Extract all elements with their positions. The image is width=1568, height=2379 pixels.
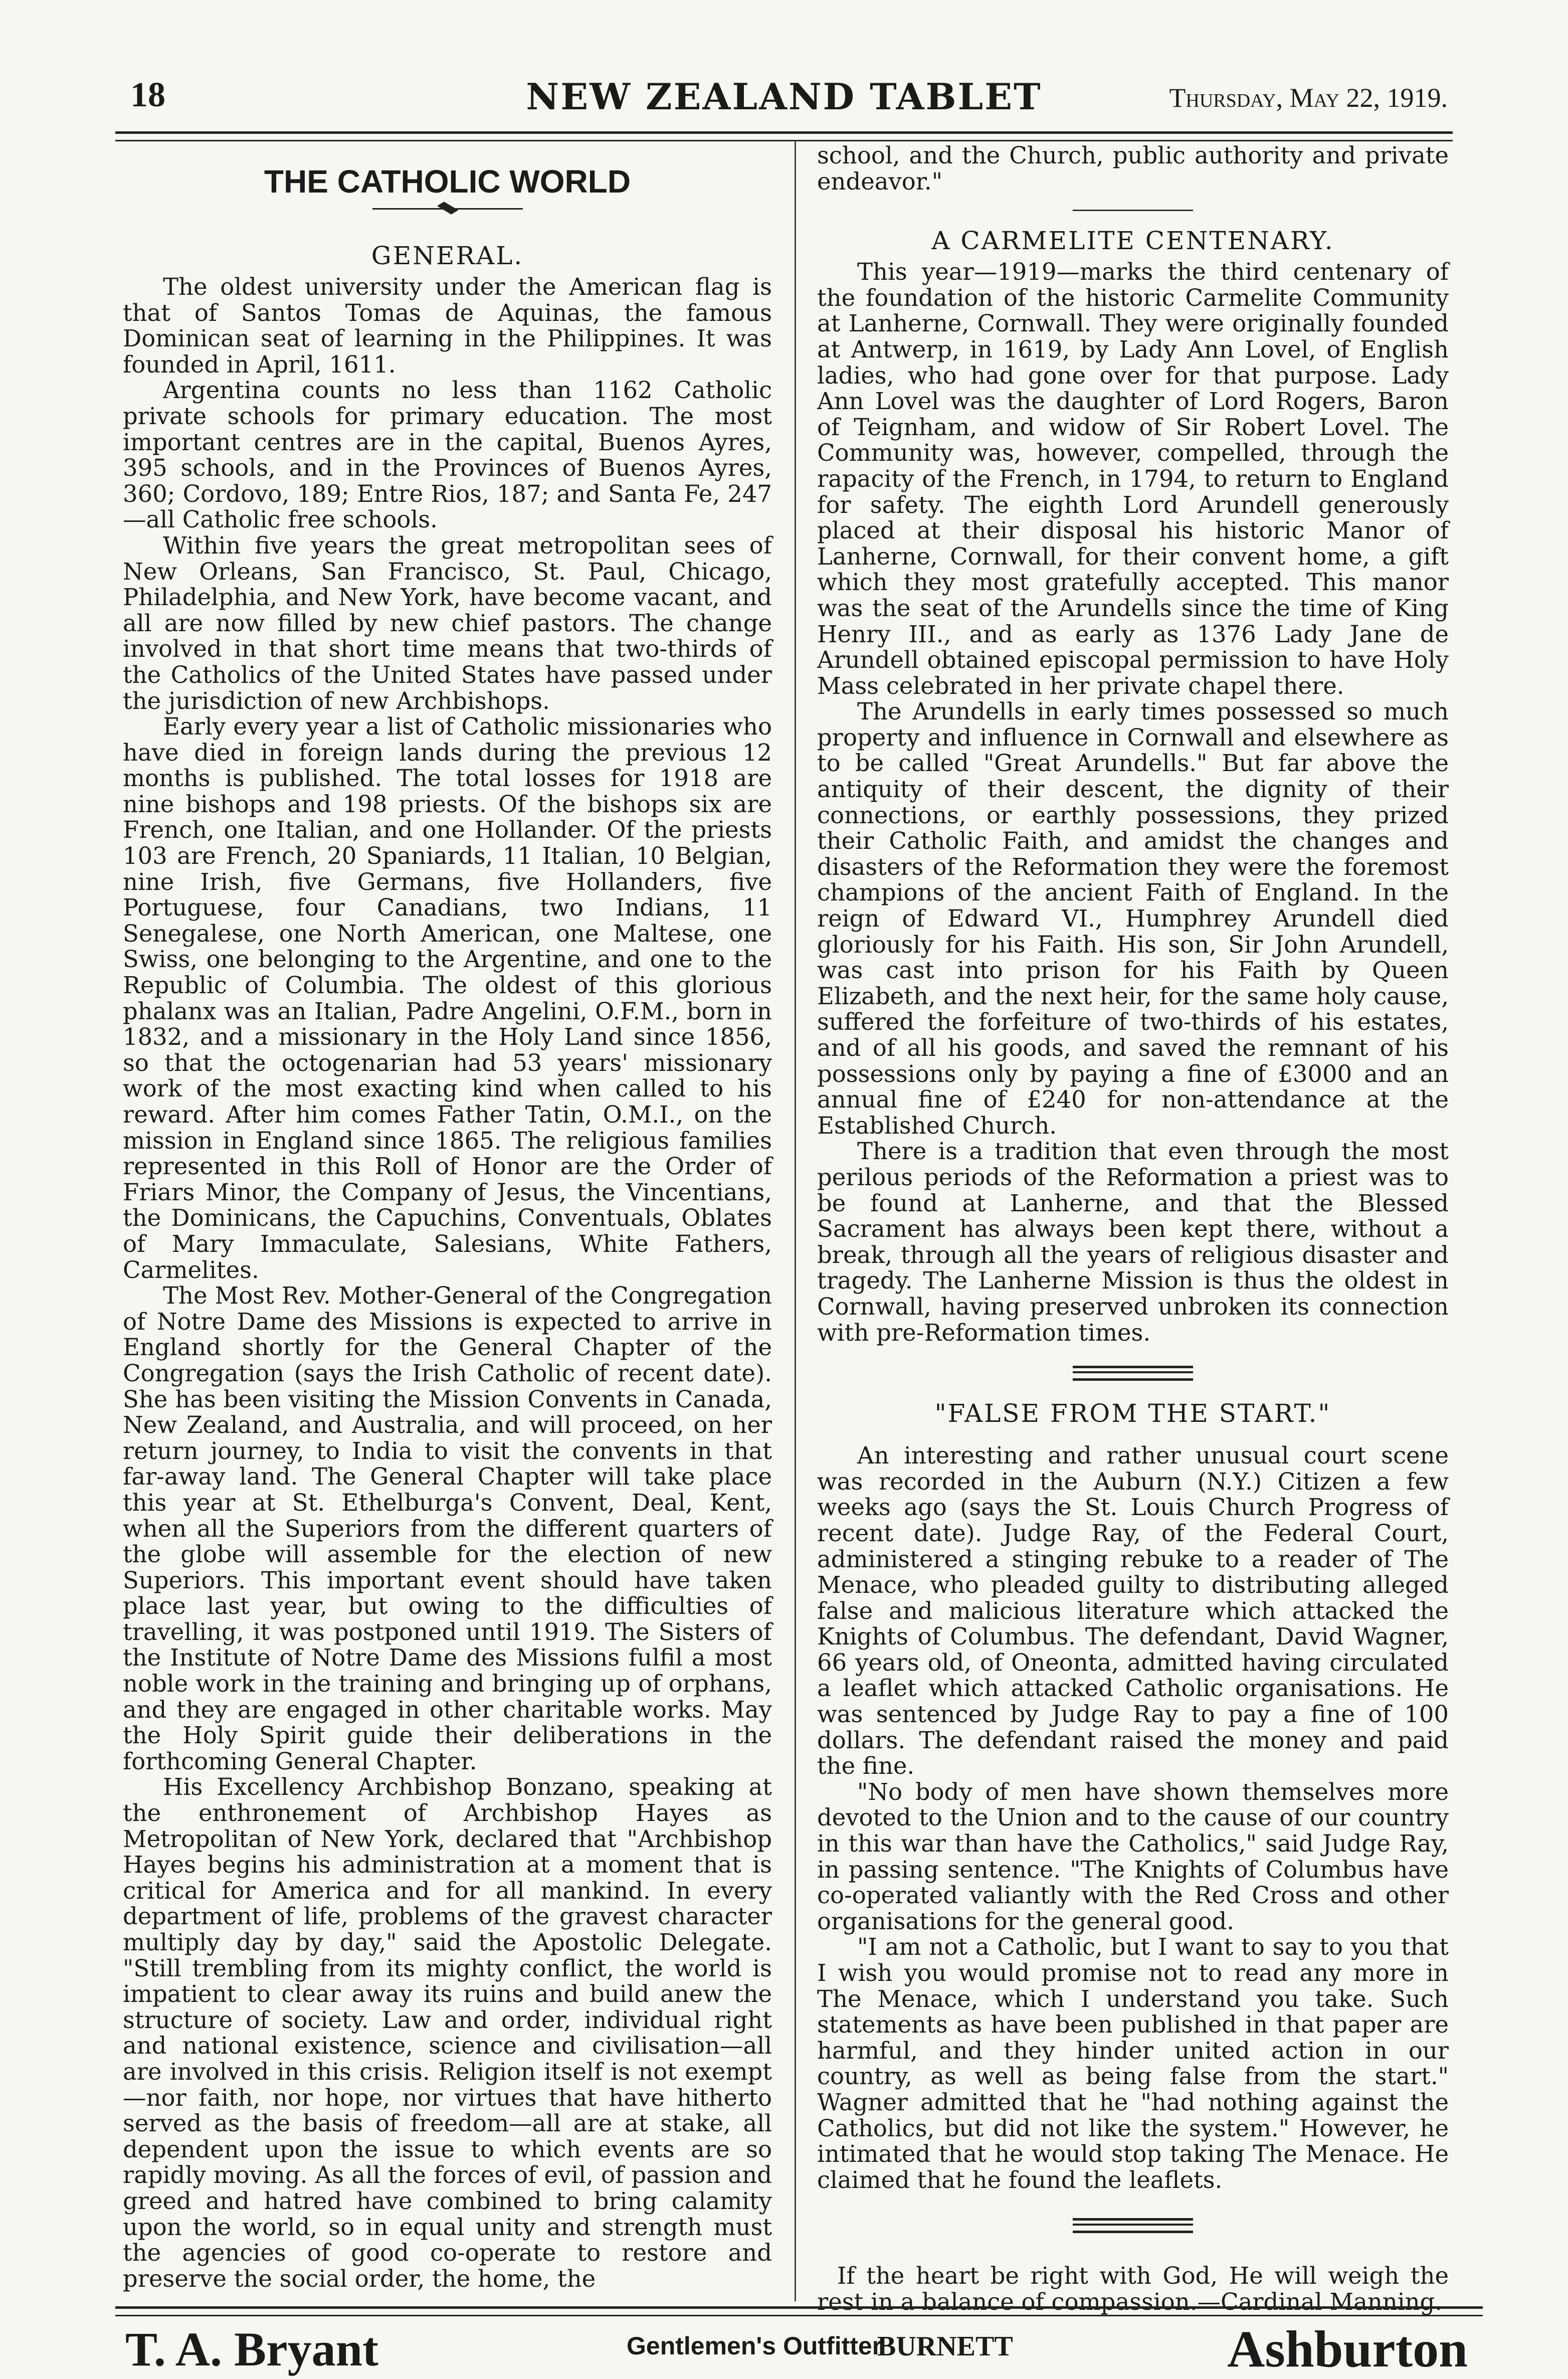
section-subhead: GENERAL. — [371, 241, 524, 270]
masthead — [115, 75, 1453, 130]
article-title-carmelite: A CARMELITE CENTENARY. — [931, 226, 1334, 256]
ad-left-text: T. A. Bryant — [125, 2322, 378, 2376]
paragraph: The Arundells in early times possessed so much property and influence in Cornwall and elsewhere as to be called "Great Arundells." But far above the antiquity of their descent, the dignity of their connections, or earthly possessions, they prized their Catholic Faith, and amidst the changes and disasters of the Reformation they were the foremost champions of the ancient Faith of England. In the reign of Edward VI., Humphrey Arundell died gloriously for his Faith. His son, Sir John Arundell, was cast into prison for his Faith by Queen Elizabeth, and the next heir, for the same holy cause, suffered the forfeiture of two-thirds of his estates, and of all his goods, and saved the remnant of his possessions only by paying a fine of £3000 and an annual fine of £240 for non-attendance at the Established Church. — [817, 698, 1449, 1139]
paragraph: Early every year a list of Catholic missionaries who have died in foreign lands during the previous 12 months is published. The total losses for 1918 are nine bishops and 198 priests. Of the bishops six are French, one Italian, and one Hollander. Of the priests 103 are French, 20 Spaniards, 11 Italian, 10 Belgian, nine Irish, five Germans, five Hollanders, five Portuguese, four Canadians, two Indians, 11 Senegalese, one North American, one Maltese, one Swiss, one belonging to the Argentine, and one to the Republic of Columbia. The oldest of this glorious phalanx was an Italian, Padre Angelini, O.F.M., born in 1832, and a missionary in the Holy Land since 1856, so that the octogenarian had 53 years' missionary work of the most exacting kind when called to his reward. After him comes Father Tatin, O.M.I., on the mission in England since 1865. The religious families represented in this Roll of Honor are the Order of Friars Minor, the Company of Jesus, the Vincentians, the Dominicans, the Capuchins, Conventuals, Oblates of Mary Immaculate, Salesians, White Fathers, Carmelites. — [123, 713, 772, 1284]
article-separator — [1073, 1366, 1193, 1381]
publication-title: NEW ZEALAND TABLET — [526, 75, 1042, 118]
paragraph: "I am not a Catholic, but I want to say to you that I wish you would promise not to read any more in The Menace, which I understand you take. Such statements as have been published in that paper are harmful, and they hinder united action in our country, as well as being false from the start." Wagner admitted that he "had nothing against the Catholics, but did not like the system." However, he intimated that he would stop taking The Menace. He claimed that he found the leaflets. — [817, 1933, 1449, 2193]
paragraph: There is a tradition that even through the most perilous periods of the Reformation a priest was to be found at Lanherne, and that the Blessed Sacrament has always been kept there, without a break, through all the years of religious disaster and tragedy. The Lanherne Mission is thus the oldest in Cornwall, having preserved unbroken its connection with pre-Reformation times. — [817, 1138, 1449, 1346]
title-ornament — [372, 206, 523, 211]
ad-middle-text: Gentlemen's Outfitter — [627, 2332, 882, 2360]
closing-quote: If the heart be right with God, He will weigh the rest in a balance of compassion.—Cardinal Manning. — [817, 2262, 1449, 2315]
article-separator — [1073, 2218, 1193, 2233]
paragraph: An interesting and rather unusual court scene was recorded in the Auburn (N.Y.) Citizen a few weeks ago (says the St. Louis Church Progress of recent date). Judge Ray, of the Federal Court, administered a stinging rebuke to a reader of The Menace, who pleaded guilty to distributing alleged false and malicious literature which attacked the Knights of Columbus. The defendant, David Wagner, 66 years old, of Oneonta, admitted having circulated a leaflet which attacked Catholic organisations. He was sentenced by Judge Ray to pay a fine of 100 dollars. The defendant raised the money and paid the fine. — [817, 1442, 1449, 1780]
paragraph: His Excellency Archbishop Bonzano, speaking at the enthronement of Archbishop Hayes as Metropolitan of New York, declared that "Archbishop Hayes begins his administration at a moment that is critical for America and for all mankind. In every department of life, problems of the gravest character multiply day by day," said the Apostolic Delegate. "Still trembling from its mighty conflict, the world is impatient to clear away its ruins and build anew the structure of society. Law and order, individual right and national existence, science and civilisation—all are involved in this crisis. Religion itself is not exempt—nor faith, nor hope, nor virtues that have hitherto served as the basis of freedom—all are at stake, all dependent upon the issue to which events are so rapidly moving. As all the forces of evil, of passion and greed and hatred have combined to bring calamity upon the world, so in equal unity and strength must the agencies of good co-operate to restore and preserve the social order, the home, the — [123, 1773, 772, 2292]
paragraph: The oldest university under the American flag is that of Santos Tomas de Aquinas, the famous Dominican seat of learning in the Philippines. It was founded in April, 1611. — [123, 273, 772, 378]
section-title: THE CATHOLIC WORLD — [264, 163, 631, 200]
ad-right-text: Ashburton — [1227, 2320, 1468, 2378]
ad-middle2-text: BURNETT — [877, 2331, 1013, 2362]
section-rule — [1073, 210, 1193, 211]
column-divider — [795, 140, 796, 2301]
left-column — [123, 143, 772, 2292]
paragraph: Within five years the great metropolitan sees of New Orleans, San Francisco, St. Paul, Chicago, Philadelphia, and New York, have become vacant, and all are now filled by new chief pastors. The change involved in that short time means that two-thirds of the Catholics of the United States have passed under the jurisdiction of new Archbishops. — [123, 531, 772, 714]
right-column — [817, 143, 1449, 2315]
continued-text: school, and the Church, public authority and private endeavor." — [817, 142, 1449, 195]
footer-advertisement — [115, 2316, 1483, 2378]
paragraph: Argentina counts no less than 1162 Catholic private schools for primary education. The most important centres are in the capital, Buenos Ayres, 395 schools, and in the Provinces of Buenos Ayres, 360; Cordovo, 189; Entre Rios, 187; and Santa Fe, 247—all Catholic free schools. — [123, 377, 772, 533]
footer-rule — [115, 2306, 1483, 2316]
paragraph: This year—1919—marks the third centenary of the foundation of the historic Carmelite Community at Lanherne, Cornwall. They were originally founded at Antwerp, in 1619, by Lady Ann Lovel, of English ladies, who had gone over for that purpose. Lady Ann Lovel was the daughter of Lord Rogers, Baron of Teignham, and widow of Sir Robert Lovel. The Community was, however, compelled, through the rapacity of the French, in 1794, to return to England for safety. The eighth Lord Arundell generously placed at their disposal his historic Manor of Lanherne, Cornwall, for their convent home, a gift which they most gratefully accepted. This manor was the seat of the Arundells since the time of King Henry III., and as early as 1376 Lady Jane de Arundell obtained episcopal permission to have Holy Mass celebrated in her private chapel there. — [817, 258, 1449, 699]
paragraph: "No body of men have shown themselves more devoted to the Union and to the cause of our country in this war than have the Catholics," said Judge Ray, in passing sentence. "The Knights of Columbus have co-operated valiantly with the Red Cross and other organisations for the general good. — [817, 1778, 1449, 1935]
paragraph: The Most Rev. Mother-General of the Congregation of Notre Dame des Missions is expected to arrive in England shortly for the General Chapter of the Congregation (says the Irish Catholic of recent date). She has been visiting the Mission Convents in Canada, New Zealand, and Australia, and will proceed, on her return journey, to India to visit the convents in that far-away land. The General Chapter will take place this year at St. Ethelburga's Convent, Deal, Kent, when all the Superiors from the different quarters of the globe will assemble for the election of new Superiors. This important event should have taken place last year, but owing to the difficulties of travelling, it was postponed until 1919. The Sisters of the Institute of Notre Dame des Missions fulfil a most noble work in the training and bringing up of orphans, and they are engaged in other charitable works. May the Holy Spirit guide their deliberations in the forthcoming General Chapter. — [123, 1282, 772, 1775]
issue-date: Thursday, May 22, 1919. — [1169, 83, 1448, 113]
article-title-false-start: "FALSE FROM THE START." — [934, 1399, 1331, 1428]
page-number: 18 — [130, 76, 165, 114]
masthead-rule — [115, 131, 1453, 141]
